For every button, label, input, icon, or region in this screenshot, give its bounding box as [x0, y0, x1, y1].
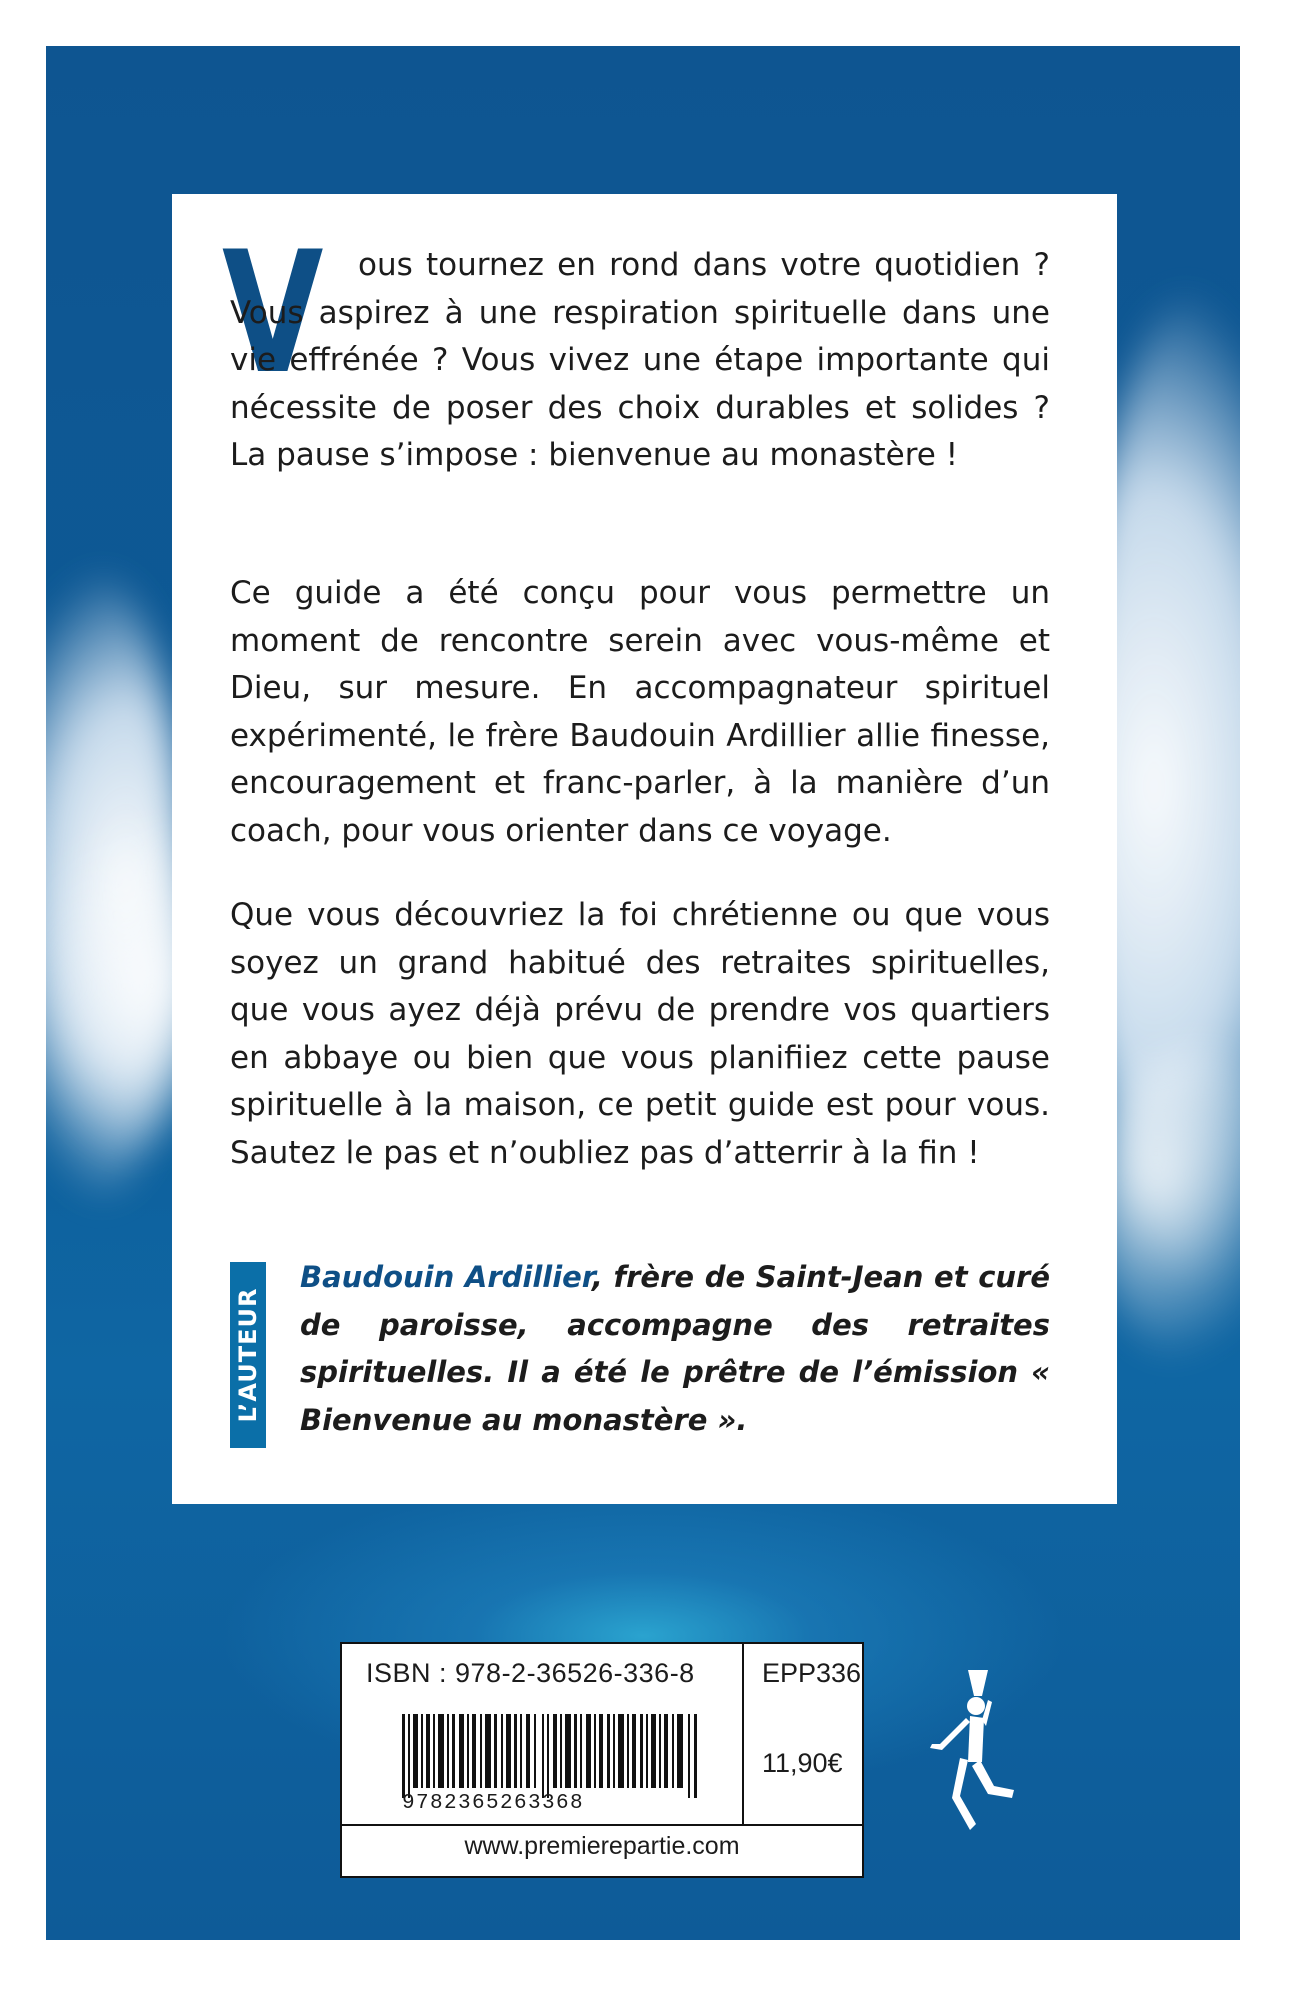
back-cover [46, 46, 1240, 1940]
author-tag-label: L’AUTEUR [234, 1287, 262, 1423]
author-bio [300, 1254, 1050, 1444]
paragraph-3: Que vous découvriez la foi chrétienne ou que vous soyez un grand habitué des retraites spirituelles, que vous ayez déjà prévu de prendre vos quartiers en abbaye ou bien que vous planifiiez cette pause spirituelle à la maison, ce petit guide est pour vous. Sautez le pas et n’oubliez pas d’atterrir à la fin ! [230, 897, 1050, 1171]
price: 11,90€ [762, 1748, 843, 1778]
isbn-label: ISBN : 978-2-36526-336-8 [366, 1658, 695, 1688]
author-tag [230, 1262, 266, 1448]
product-reference: EPP336 [762, 1658, 862, 1688]
author-bio-text: , frère de Saint-Jean et curé de paroisse, accompagne des retraites spirituelles. Il a été le prêtre de l’émission « Bienvenue au monastère ». [300, 1260, 1051, 1437]
dropcap: V [222, 215, 324, 411]
barcode-icon [402, 1714, 702, 1798]
divider-vertical [742, 1644, 744, 1826]
publisher-logo-icon [922, 1666, 1022, 1846]
divider-horizontal [342, 1824, 862, 1826]
website-url: www.premierepartie.com [464, 1832, 740, 1860]
barcode-block [340, 1642, 864, 1878]
text-panel [172, 194, 1117, 1504]
paragraph-1 [230, 242, 1050, 480]
author-name: Baudouin Ardillier [300, 1260, 592, 1294]
paragraph-1-text: ous tournez en rond dans votre quotidien ? Vous aspirez à une respiration spirituelle dans une vie effrénée ? Vous vivez une étape importante qui nécessite de poser des choix durables et solides ? La pause s’impose : bienvenue au monastère ! [230, 247, 1050, 473]
barcode-digits: 9782365263368 [402, 1792, 585, 1815]
paragraph-2: Ce guide a été conçu pour vous permettre un moment de rencontre serein avec vous-même et Dieu, sur mesure. En accompagnateur spirituel expérimenté, le frère Baudouin Ardillier allie finesse, encouragement et franc-parler, à la manière d’un coach, pour vous orienter dans ce voyage. [230, 575, 1050, 849]
